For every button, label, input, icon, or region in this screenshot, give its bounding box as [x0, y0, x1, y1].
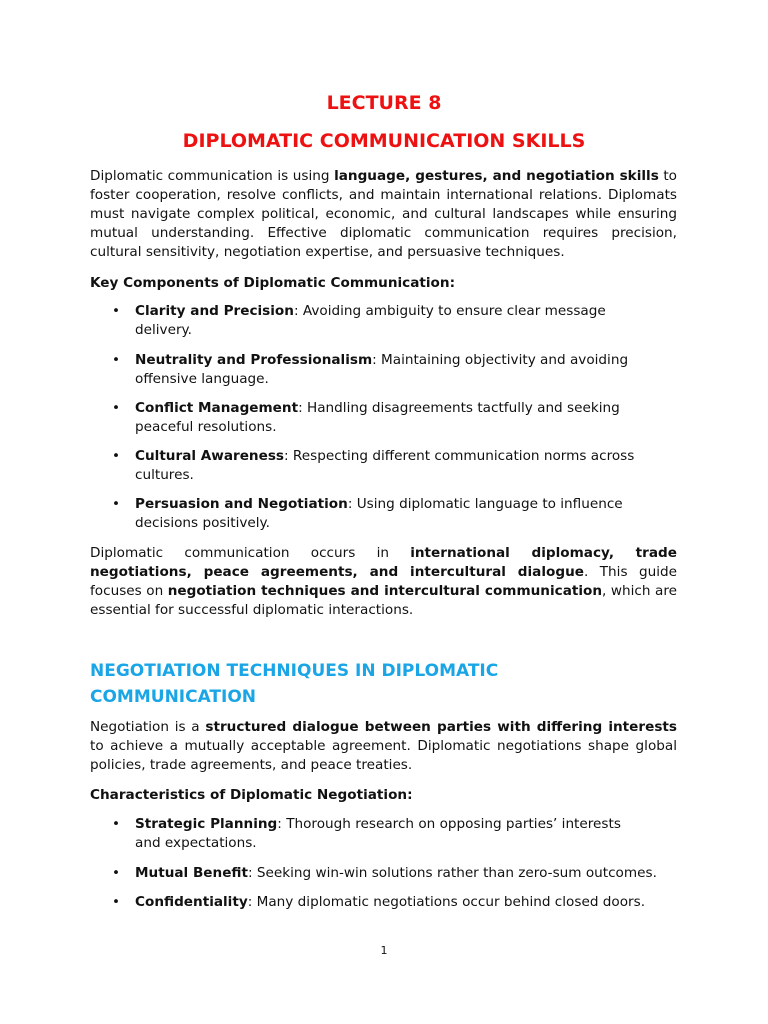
list-item-desc: : Maintaining objectivity and avoiding offensive language.	[135, 352, 629, 387]
negotiation-emphasis: structured dialogue between parties with differing interests	[205, 719, 677, 735]
list-item-desc: : Thorough research on opposing parties’ interests and expectations.	[135, 816, 621, 851]
list-item-text	[135, 447, 645, 485]
list-item-desc: : Seeking win-win solutions rather than zero-sum outcomes.	[248, 865, 657, 881]
context-emphasis: negotiation techniques and intercultural communication	[167, 583, 603, 599]
intro-emphasis: language, gestures, and negotiation skills	[334, 168, 659, 184]
list-item-term: Confidentiality	[135, 894, 248, 910]
list-item-term: Persuasion and Negotiation	[135, 496, 348, 512]
list-item-term: Cultural Awareness	[135, 448, 285, 464]
negotiation-intro-paragraph	[90, 718, 677, 775]
intro-text-end: to foster cooperation, resolve conflicts, and maintain international relations. Diplomats must navigate complex political, economic, and cultural landscapes while ensuring mutual understanding. Effective diplomatic communication requires precision, cultural sensitivity, negotiation expertise, and persuasive techniques.	[90, 168, 678, 260]
list-item-desc: : Avoiding ambiguity to ensure clear message delivery.	[135, 303, 606, 338]
bullet-icon: •	[112, 352, 121, 368]
list-item-desc: : Using diplomatic language to influence decisions positively.	[135, 496, 623, 531]
list-item-desc: : Respecting different communication norms across cultures.	[135, 448, 635, 483]
bullet-icon: •	[112, 816, 121, 832]
negotiation-text-end: to achieve a mutually acceptable agreement. Diplomatic negotiations shape global policies, trade agreements, and peace treaties.	[90, 738, 677, 773]
bullet-icon: •	[112, 448, 121, 464]
context-text: . This guide focuses on	[90, 564, 677, 599]
intro-text-start: Diplomatic communication is using	[90, 168, 335, 184]
page-number: 1	[380, 944, 388, 957]
section-heading: NEGOTIATION TECHNIQUES IN DIPLOMATIC COMMUNICATION	[90, 661, 499, 707]
bullet-icon: •	[112, 865, 121, 881]
context-text: Diplomatic communication occurs in	[90, 545, 411, 561]
list-item-text	[135, 893, 695, 912]
list-item-term: Mutual Benefit	[135, 865, 248, 881]
list-item-text	[135, 351, 645, 389]
document-title: DIPLOMATIC COMMUNICATION SKILLS	[182, 130, 586, 152]
list-item-text	[135, 399, 645, 437]
list-item-term: Clarity and Precision	[135, 303, 294, 319]
intro-paragraph	[90, 167, 677, 262]
list-item-desc: : Many diplomatic negotiations occur behind closed doors.	[247, 894, 646, 910]
bullet-icon: •	[112, 400, 121, 416]
lecture-number: LECTURE 8	[326, 92, 442, 114]
list-item-term: Conflict Management	[135, 400, 299, 416]
list-item-term: Strategic Planning	[135, 816, 278, 832]
context-text: , which are essential for successful diplomatic interactions.	[90, 583, 678, 618]
list-item-text	[135, 864, 695, 883]
context-emphasis: international diplomacy, trade negotiations, peace agreements, and intercultural dialogue	[90, 545, 677, 580]
bullet-icon: •	[112, 496, 121, 512]
negotiation-text-start: Negotiation is a	[90, 719, 206, 735]
context-paragraph	[90, 544, 677, 620]
bullet-icon: •	[112, 894, 121, 910]
list-item-desc: : Handling disagreements tactfully and seeking peaceful resolutions.	[135, 400, 620, 435]
characteristics-heading: Characteristics of Diplomatic Negotiation:	[90, 787, 413, 803]
list-item-term: Neutrality and Professionalism	[135, 352, 373, 368]
components-heading: Key Components of Diplomatic Communication:	[90, 275, 456, 291]
bullet-icon: •	[112, 303, 121, 319]
list-item-text	[135, 495, 645, 533]
list-item-text	[135, 302, 645, 340]
list-item-text	[135, 815, 645, 853]
